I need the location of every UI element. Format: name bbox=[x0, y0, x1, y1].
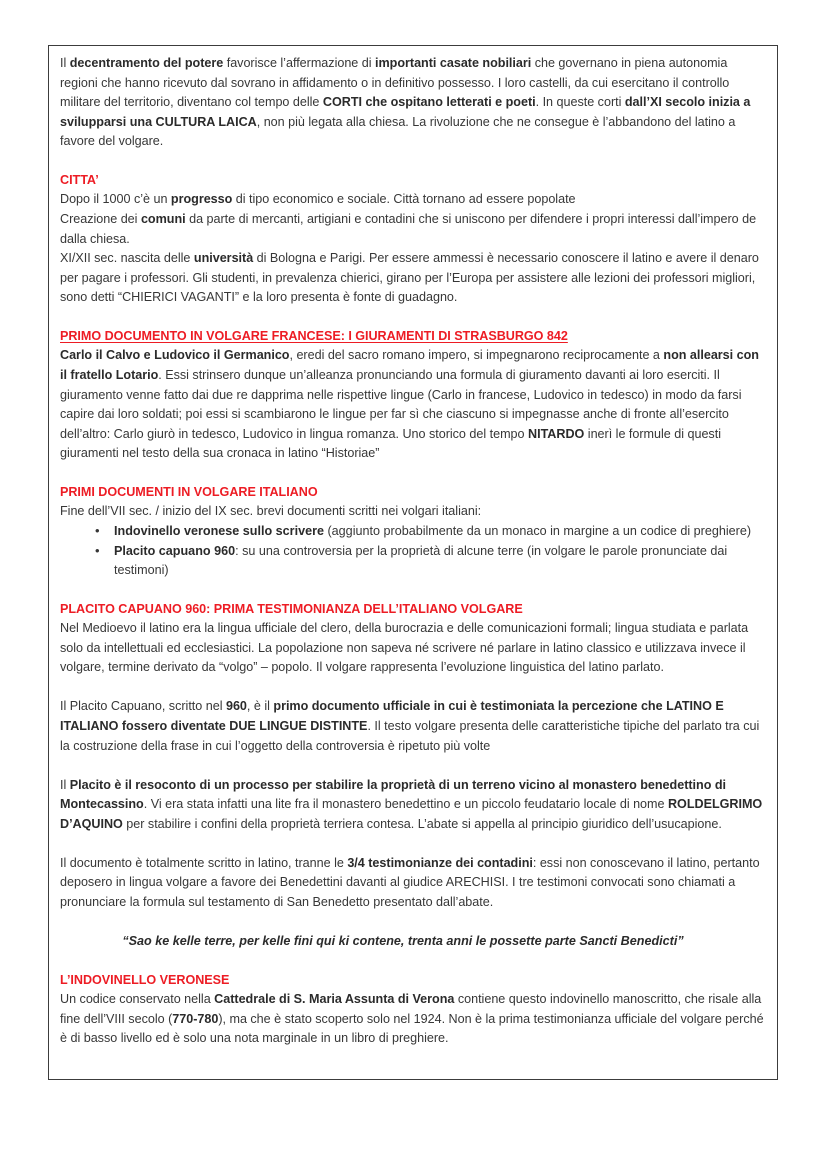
paragraph-citta-3: XI/XII sec. nascita delle università di Bologna e Parigi. Per essere ammessi è necessario conoscere il latino e avere il denaro per pagare i professori. Gli studenti, in prevalenza chierici, girano per l’Europa per assistere alle lezioni dei professori migliori, sono detti “CHIERICI VAGANTI” e la loro presenta è fonte di guadagno. bbox=[60, 251, 759, 305]
paragraph-placito-3: Il Placito è il resoconto di un processo per stabilire la proprietà di un terreno vicino al monastero benedettino di Montecassino. Vi era stata infatti una lite fra il monastero benedettino e un piccolo feudatario locale di nome ROLDELGRIMO D’AQUINO per stabilire i confini della proprietà terriera contesa. L’abate si appella al principio giuridico dell’usucapione. bbox=[60, 777, 763, 831]
list-item: • Placito capuano 960: su una controversia per la proprietà di alcune terre (in volgare le parole pronunciate dai testimoni) bbox=[60, 542, 764, 581]
heading-strasburgo: PRIMO DOCUMENTO IN VOLGARE FRANCESE: I GIURAMENTI DI STRASBURGO 842 bbox=[60, 329, 568, 344]
emphasis-bold: 770-780 bbox=[172, 1011, 219, 1026]
document-page bbox=[48, 45, 778, 1080]
paragraph-placito-1: Nel Medioevo il latino era la lingua ufficiale del clero, della burocrazia e delle comunicazioni formali; lingua studiata e parlata solo da intellettuali ed ecclesiastici. La popolazione non sapeva né scrivere né parlare in latino classico e utilizzava invece il volgare, termine derivato da “volgo” – popolo. Il volgare rappresenta l’evoluzione linguistica del latino parlato. bbox=[60, 621, 749, 675]
emphasis-bold: non allearsi con il fratello Lotario bbox=[60, 348, 759, 382]
spacer bbox=[60, 308, 764, 328]
emphasis-bold: comuni bbox=[140, 211, 186, 226]
paragraph-primi-documenti-intro: Fine dell’VII sec. / inizio del IX sec. brevi documenti scritti nei volgari italiani: bbox=[60, 504, 482, 519]
emphasis-bold: Placito è il resoconto di un processo per stabilire la proprietà di un terreno vicino al monastero benedettino di Montecassino bbox=[60, 777, 726, 812]
paragraph-placito-2: Il Placito Capuano, scritto nel 960, è il primo documento ufficiale in cui è testimoniata la percezione che LATINO E ITALIANO fossero diventate DUE LINGUE DISTINTE. Il testo volgare presenta delle caratteristiche tipiche del parlato tra cui la costruzione della frase in cui l’oggetto della controversia è ripetuto più volte bbox=[60, 699, 760, 753]
emphasis-bold: dall’XI secolo inizia a svilupparsi una CULTURA LAICA bbox=[60, 95, 751, 129]
emphasis-bold: Placito capuano 960 bbox=[114, 543, 236, 558]
emphasis-bold: CORTI che ospitano letterati e poeti bbox=[322, 95, 536, 110]
emphasis-bold: NITARDO bbox=[528, 426, 585, 441]
emphasis-bold: progresso bbox=[170, 192, 233, 207]
paragraph-citta-1: Dopo il 1000 c’è un progresso di tipo economico e sociale. Città tornano ad essere popolate bbox=[60, 192, 576, 207]
heading-citta: CITTA’ bbox=[60, 173, 99, 188]
document-content bbox=[49, 46, 777, 1059]
spacer bbox=[60, 756, 764, 776]
paragraph-intro: Il decentramento del potere favorisce l’affermazione di importanti casate nobiliari che governano in piena autonomia regioni che hanno ricevuto dal sovrano in affidamento o in definitivo possesso. I loro castelli, da cui esercitano il controllo militare del territorio, diventano col tempo delle CORTI che ospitano letterati e poeti. In queste corti dall’XI secolo inizia a svilupparsi una CULTURA LAICA, non più legata alla chiesa. La rivoluzione che ne consegue è l’abbandono del latino a favore del volgare. bbox=[60, 56, 751, 149]
emphasis-bold: 3/4 testimonianze dei contadini bbox=[347, 855, 533, 870]
paragraph-placito-4: Il documento è totalmente scritto in latino, tranne le 3/4 testimonianze dei contadini: essi non conoscevano il latino, pertanto deposero in lingua volgare a favore dei Benedettini davanti al giudice ARECHISI. I tre testimoni convocati sono chiamati a pronunciare la formula sul testamento di San Benedetto presentato dall’abate. bbox=[60, 855, 760, 909]
spacer bbox=[60, 152, 764, 172]
heading-indovinello-veronese: L’INDOVINELLO VERONESE bbox=[60, 972, 230, 987]
list-item: • Indovinello veronese sullo scrivere (aggiunto probabilmente da un monaco in margine a un codice di preghiere) bbox=[60, 522, 764, 542]
paragraph-strasburgo: Carlo il Calvo e Ludovico il Germanico, eredi del sacro romano impero, si impegnarono reciprocamente a non allearsi con il fratello Lotario. Essi strinsero dunque un’alleanza pronunciando una formula di giuramento davanti ai loro eserciti. Il giuramento venne fatto dai due re dapprima nelle rispettive lingue (Carlo in francese, Ludovico in tedesco) in modo da farsi capire dai loro soldati; poi essi si scambiarono le lingue per far sì che ciascuno si impegnasse anche di fronte all’esercito dell’altro: Carlo giurò in tedesco, Ludovico in lingua romanza. Uno storico del tempo NITARDO inerì le formule di questi giuramenti nel testo della sua cronaca in latino “Historiae” bbox=[60, 348, 759, 461]
emphasis-bold: università bbox=[193, 251, 254, 266]
primi-documenti-list bbox=[60, 522, 764, 581]
spacer bbox=[60, 464, 764, 484]
spacer bbox=[60, 581, 764, 601]
spacer bbox=[60, 678, 764, 698]
paragraph-citta-2: Creazione dei comuni da parte di mercanti, artigiani e contadini che si uniscono per difendere i propri interessi dall’impero de dalla chiesa. bbox=[60, 211, 757, 246]
emphasis-bold: ROLDELGRIMO D’AQUINO bbox=[60, 797, 763, 831]
emphasis-bold: Carlo il Calvo e Ludovico il Germanico bbox=[60, 348, 290, 363]
emphasis-bold: 960 bbox=[225, 699, 247, 714]
emphasis-bold: importanti casate nobiliari bbox=[375, 56, 532, 70]
spacer bbox=[60, 834, 764, 854]
emphasis-bold: primo documento ufficiale in cui è testimoniata la percezione che LATINO E ITALIANO fossero diventate DUE LINGUE DISTINTE bbox=[60, 699, 724, 733]
spacer bbox=[60, 912, 764, 932]
emphasis-bold: Cattedrale di S. Maria Assunta di Verona bbox=[214, 992, 455, 1007]
heading-placito-capuano: PLACITO CAPUANO 960: PRIMA TESTIMONIANZA DELL’ITALIANO VOLGARE bbox=[60, 602, 523, 617]
paragraph-indovinello: Un codice conservato nella Cattedrale di S. Maria Assunta di Verona contiene questo indovinello manoscritto, che risale alla fine dell’VIII secolo (770-780), ma che è stato scoperto solo nel 1924. Non è la prima testimonianza ufficiale del volgare perché è di basso livello ed è solo una nota marginale in un libro di preghiere. bbox=[60, 992, 764, 1046]
spacer bbox=[60, 951, 764, 971]
quote-sao-ke-kelle-terre: “Sao ke kelle terre, per kelle fini qui ki contene, trenta anni le possette parte Sancti Benedicti” bbox=[122, 933, 684, 948]
emphasis-bold: decentramento del potere bbox=[69, 56, 224, 70]
heading-primi-documenti: PRIMI DOCUMENTI IN VOLGARE ITALIANO bbox=[60, 485, 318, 500]
emphasis-bold: Indovinello veronese sullo scrivere bbox=[114, 523, 324, 538]
